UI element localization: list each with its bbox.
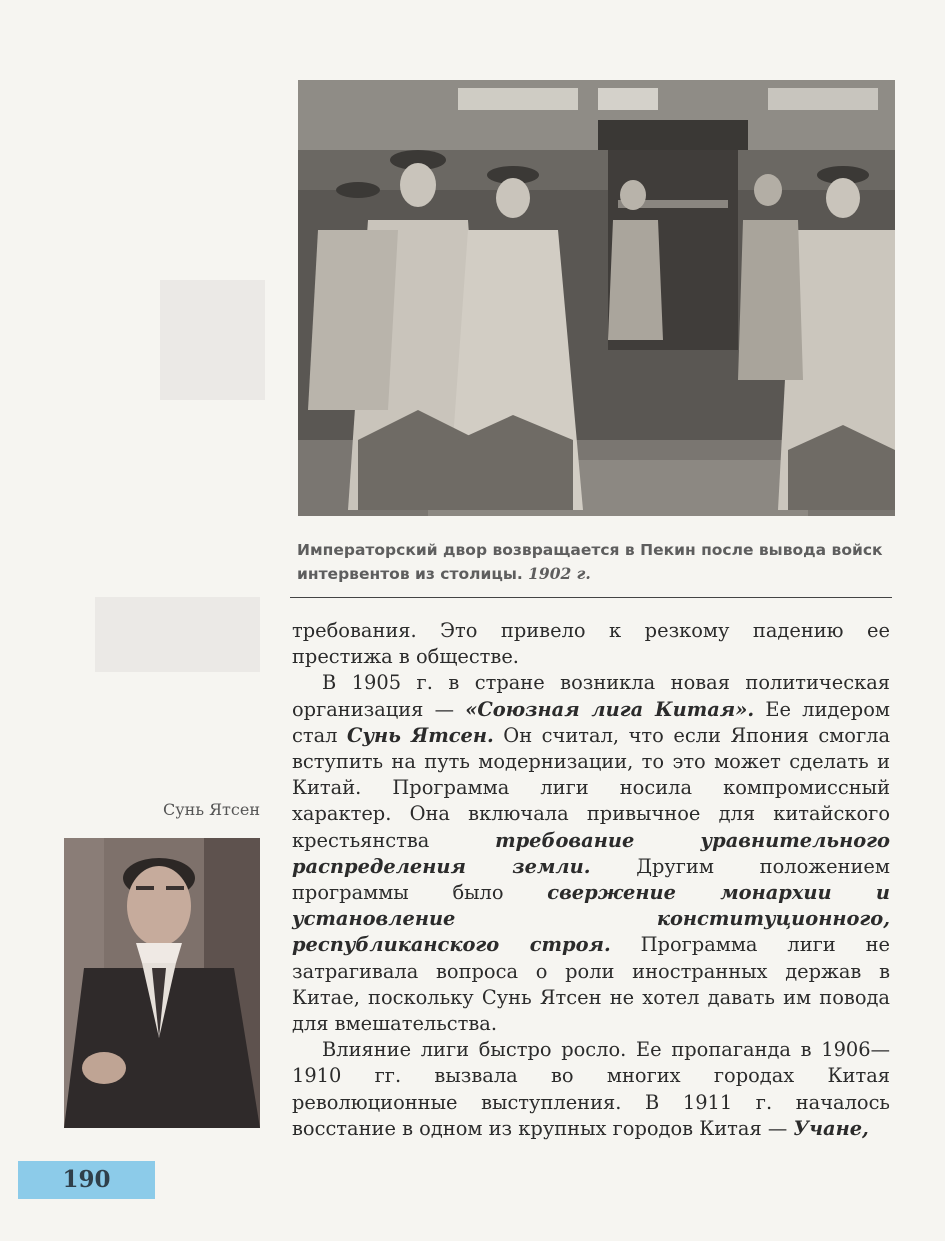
figure-caption-year: 1902 г.: [528, 564, 591, 583]
term-republic: свержение монархии и установление конституционного, республиканского строя.: [292, 881, 890, 957]
term-land-redistribution: требование уравнительного распределения земли.: [292, 828, 890, 878]
paragraph-3: [292, 1037, 890, 1142]
p2-text-i: Программа лиги не затрагивала вопроса о роли иностранных держав в Китае, поскольку Сунь Ятсен не хотел давать им повода для вмешательства.: [292, 933, 891, 1036]
p2-text-c: Ее лидером стал: [292, 697, 890, 747]
paragraph-1: требования. Это привело к резкому падению ее престижа в обществе.: [292, 619, 890, 669]
caption-divider: [290, 597, 892, 598]
term-sun-yat-sen: Сунь Ятсен.: [347, 723, 494, 747]
figure-caption: [297, 538, 897, 586]
term-uchang: Учане,: [793, 1116, 869, 1140]
p3-text-a: Влияние лиги быстро росло. Ее пропаганда в 1906—1910 гг. вызвала во многих городах Китая революционные выступления. В 1911 г. началось восстание в одном из крупных городов Китая —: [292, 1038, 890, 1140]
p2-text-g: Другим положением программы было: [292, 854, 890, 905]
figure-caption-text: Императорский двор возвращается в Пекин после вывода войск интервентов из столицы.: [297, 541, 883, 583]
margin-faded-block: [160, 280, 265, 400]
p2-text-a: В 1905 г. в стране возникла новая политическая организация —: [292, 671, 890, 721]
portrait-caption: Сунь Ятсен: [163, 800, 260, 819]
margin-faded-block: [95, 597, 260, 672]
p2-text-e: Он считал, что если Япония смогла вступить на путь модернизации, то это может сделать и Китай. Программа лиги носила компромиссный характер. Она включала привычное для китайского крестьянства: [292, 723, 891, 852]
page-number: 190: [18, 1161, 155, 1199]
imperial-court-photo: [298, 80, 895, 516]
term-union-league: «Союзная лига Китая».: [465, 697, 755, 721]
main-text: [292, 618, 890, 1142]
paragraph-2: [292, 670, 890, 1037]
sun-yat-sen-portrait: [64, 838, 260, 1128]
